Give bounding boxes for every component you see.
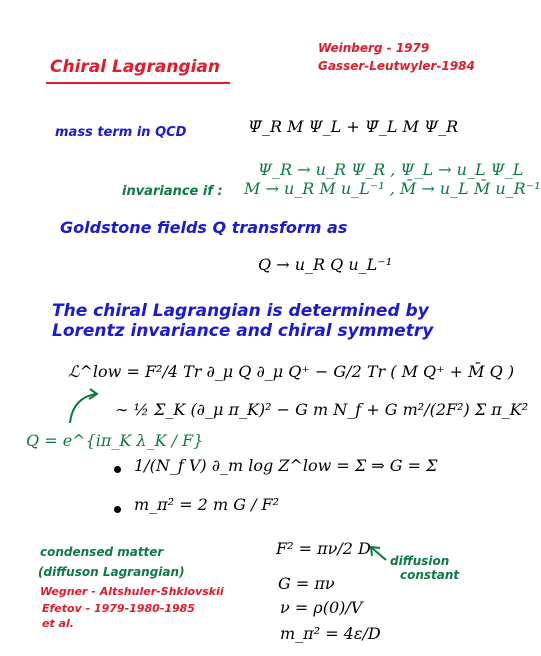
statement-line-1: The chiral Lagrangian is determined by	[52, 301, 429, 321]
lagrangian-line-2: ∼ ½ Σ_K (∂_μ π_K)² − G m N_f + G m²/(2F²) Σ π_K²	[115, 400, 529, 419]
page-title: Chiral Lagrangian	[50, 57, 221, 77]
q-definition: Q = e^{iπ_K λ_K / F}	[26, 431, 204, 450]
diffuson-lagrangian-label: (diffuson Lagrangian)	[38, 565, 185, 579]
mass-term-label: mass term in QCD	[55, 125, 187, 140]
lagrangian-line-1: ℒ^low = F²/4 Tr ∂_μ Q ∂_μ Q⁺ − G/2 Tr ( M Q⁺ + M̄ Q )	[68, 362, 515, 381]
citation-gasser-leutwyler: Gasser-Leutwyler-1984	[318, 59, 475, 73]
diffusion-equation-2: G = πν	[278, 574, 335, 593]
goldstone-statement: Goldstone fields Q transform as	[60, 218, 348, 237]
invariance-line-2: M → u_R M u_L⁻¹ , M̄ → u_L M̄ u_R⁻¹	[244, 179, 541, 198]
mass-term-expression: Ψ̄_R M Ψ_L + Ψ̄_L M Ψ_R	[248, 117, 459, 136]
bullet-dot	[114, 506, 121, 513]
bullet-item-1: 1/(N_f V) ∂_m log Z^low = Σ ⇒ G = Σ	[134, 456, 438, 475]
diffusion-equation-4: m_π² = 4ε/D	[280, 624, 381, 643]
bullet-dot	[114, 466, 121, 473]
constant-label: constant	[400, 568, 460, 582]
invariance-line-1: Ψ_R → u_R Ψ_R , Ψ_L → u_L Ψ_L	[258, 160, 524, 179]
efetov-citation: Efetov - 1979-1980-1985	[42, 602, 195, 615]
diffusion-label: diffusion	[390, 554, 450, 568]
condensed-matter-label: condensed matter	[40, 545, 164, 559]
bullet-item-2: m_π² = 2 m G / F²	[134, 495, 280, 514]
et-al-citation: et al.	[42, 617, 74, 630]
citation-weinberg: Weinberg - 1979	[318, 41, 430, 55]
goldstone-transform: Q → u_R Q u_L⁻¹	[258, 255, 393, 274]
diffusion-equation-3: ν = ρ(0)/V	[280, 598, 363, 617]
invariance-label: invariance if :	[122, 184, 223, 199]
diffusion-equation-1: F² = πν/2 D	[276, 539, 371, 558]
statement-line-2: Lorentz invariance and chiral symmetry	[52, 321, 434, 341]
wegner-citation: Wegner - Altshuler-Shklovskii	[40, 585, 224, 598]
